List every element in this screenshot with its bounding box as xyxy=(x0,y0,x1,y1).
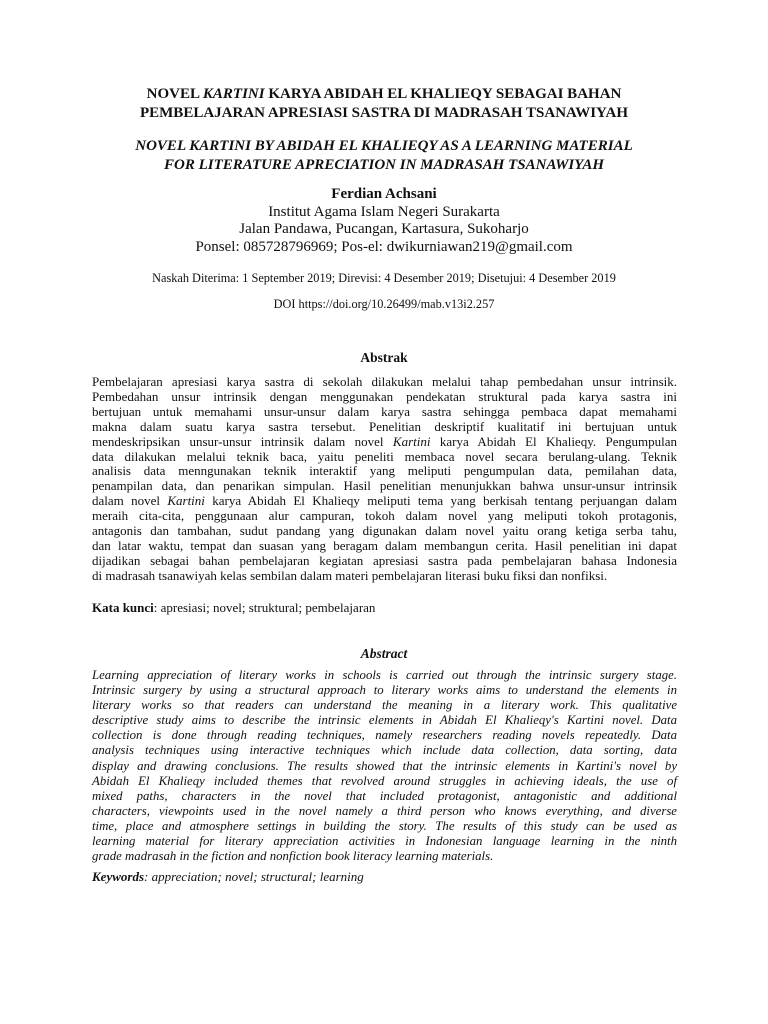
abstract-line: grade madrasah in the fiction and nonfiction book literacy learning materials. xyxy=(92,849,494,864)
abstrak-italic-term: Kartini xyxy=(392,433,431,449)
author-institution: Institut Agama Islam Negeri Surakarta xyxy=(268,203,500,220)
abstrak-line: penampilan data, dan penarikan simpulan. Hasil penelitian menunjukkan bahwa unsur-unsur intrinsik xyxy=(92,478,677,494)
keywords xyxy=(92,869,677,884)
abstract-line: descriptive study aims to describe the intrinsic elements in Abidah El Khalieqy's Kartini novel. Data xyxy=(92,713,677,728)
abstrak-line: di madrasah tsanawiyah kelas sembilan dalam materi pembelajaran literasi buku fiksi dan nonfiksi. xyxy=(92,567,608,583)
abstrak-body xyxy=(92,375,677,584)
kata-kunci-label: Kata kunci xyxy=(92,600,154,615)
author-name: Ferdian Achsani xyxy=(331,186,437,202)
abstrak-line: dan latar waktu, tempat dan suasan yang beragam dalam membangun cerita. Hasil penelitian ini dapat xyxy=(92,537,677,553)
abstrak-line: Pembelajaran apresiasi karya sastra di sekolah dilakukan melalui tahap pembedahan unsur intrinsik. xyxy=(92,374,677,389)
abstract-line: Intrinsic surgery by using a structural approach to literary works aims to understand the elements in xyxy=(92,683,677,698)
abstract-line: mixed paths, characters in the novel that included protagonist, antagonistic and additional xyxy=(92,788,677,803)
abstrak-line: data dilakukan melalui teknik baca, yaitu peneliti membaca novel secara berulang-ulang. Teknik xyxy=(92,448,677,464)
abstrak-heading: Abstrak xyxy=(360,350,408,365)
title-italic-kartini: KARTINI xyxy=(202,86,265,102)
paper-title xyxy=(90,85,678,123)
abstrak-line: meraih cita-cita, penggunaan alur campuran, tokoh dalam novel yang meliputi tokoh protagonis, xyxy=(92,508,677,524)
abstrak-line: bertujuan untuk memahami unsur-unsur dalam karya sastra sehingga pembaca dapat memahami xyxy=(92,403,677,419)
abstract-line: literary works so that readers can understand the meaning in a literary work. This qualitative xyxy=(92,698,677,713)
abstrak-line: makna dalam suatu karya sastra tersebut. Penelitian deskriptif kualitatif ini bertujuan untuk xyxy=(92,418,677,434)
title-line-1: NOVEL KARTINI KARYA ABIDAH EL KHALIEQY SEBAGAI BAHAN xyxy=(146,86,622,102)
abstract-line: learning material for literary appreciation activities in Indonesian language learning in the ninth xyxy=(92,834,677,849)
abstract-line: Abidah El Khalieqy included themes that revolved around struggles in achieving ideals, the use of xyxy=(92,773,677,788)
author-address: Jalan Pandawa, Pucangan, Kartasura, Sukoharjo xyxy=(239,221,529,237)
keywords-label: Keywords xyxy=(92,869,144,884)
abstrak-line: mendeskripsikan unsur-unsur intrinsik dalam novel Kartini karya Abidah El Khalieqy. Pengumpulan xyxy=(92,433,677,449)
abstrak-line: Pembedahan unsur intrinsik dengan menggunakan pendekatan struktural pada karya sastra ini xyxy=(92,388,677,404)
abstract-line: analysis techniques using interactive techniques which include data collection, data sorting, data xyxy=(92,743,677,758)
abstract-line: time, place and atmosphere settings in building the story. The results of this study can be used as xyxy=(92,818,677,833)
kata-kunci xyxy=(92,600,677,615)
abstrak-italic-term: Kartini xyxy=(167,493,205,509)
abstrak-line: dalam novel Kartini karya Abidah El Khalieqy meliputi tema yang berkisah tentang perjuangan dalam xyxy=(92,493,677,509)
english-title-line-2: FOR LITERATURE APRECIATION IN MADRASAH TSANAWIYAH xyxy=(164,157,604,173)
abstrak-line: analisis data menngunakan teknik interaktif yang meliputi pengumpulan data, pemilahan data, xyxy=(92,463,677,479)
kata-kunci-values: : apresiasi; novel; struktural; pembelajaran xyxy=(153,600,376,615)
title-line-2: PEMBELAJARAN APRESIASI SASTRA DI MADRASAH TSANAWIYAH xyxy=(139,105,628,121)
abstract-line: characters, viewpoints used in the novel namely a third person who knows everything, and diverse xyxy=(92,803,677,818)
doi-link[interactable]: DOI https://doi.org/10.26499/mab.v13i2.257 xyxy=(273,297,495,311)
abstract-line: collection is done through reading techniques, namely researchers reading novels repeatedly. Data xyxy=(92,728,677,743)
abstract-line: display and drawing conclusions. The results showed that the intrinsic elements in Kartini's novel by xyxy=(92,758,677,773)
abstrak-line: antagonis dan tambahan, sudut pandang yang digunakan dalam novel yaitu orang ketiga serba tahu, xyxy=(92,523,677,539)
abstract-line: Learning appreciation of literary works in schools is carried out through the intrinsic surgery stage. xyxy=(92,668,677,682)
author-contact: Ponsel: 085728796969; Pos-el: dwikurniawan219@gmail.com xyxy=(195,238,573,255)
submission-dates: Naskah Diterima: 1 September 2019; Direvisi: 4 Desember 2019; Disetujui: 4 Desember 2019 xyxy=(152,271,616,285)
abstrak-line: dijadikan sebagai bahan pembelajaran kegiatan apresiasi sastra pada pembelajaran bahasa Indonesia xyxy=(92,552,677,568)
english-title-line-1: NOVEL KARTINI BY ABIDAH EL KHALIEQY AS A LEARNING MATERIAL xyxy=(135,138,633,154)
keywords-values: : appreciation; novel; structural; learning xyxy=(144,869,364,884)
abstract-body xyxy=(92,668,677,864)
author-block xyxy=(90,186,678,256)
abstract-heading: Abstract xyxy=(360,646,408,661)
paper-english-title xyxy=(90,137,678,175)
